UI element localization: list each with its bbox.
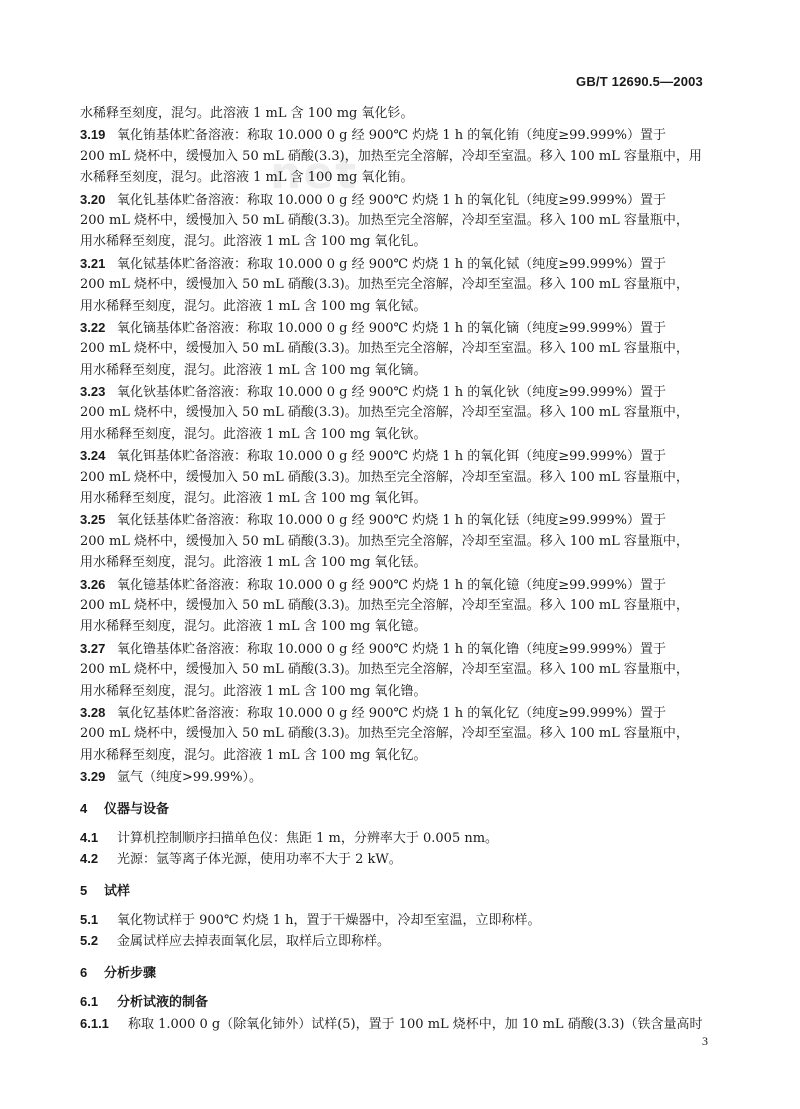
section-6-1-heading: 6.1 分析试液的制备 bbox=[80, 994, 209, 1011]
clause-number: 3.28 bbox=[80, 704, 106, 720]
clause-3-29: 3.29 氩气（纯度>99.99%）。 bbox=[80, 766, 714, 787]
clause-3-21: 3.21 氧化铽基体贮备溶液：称取 10.000 0 g 经 900℃ 灼烧 1 h 的氧化铽（纯度≥99.999%）置于 bbox=[80, 253, 714, 274]
section-5-heading: 5 试样 bbox=[80, 882, 131, 899]
clause-number: 3.20 bbox=[80, 191, 106, 207]
text-line: 用水稀释至刻度，混匀。此溶液 1 mL 含 100 mg 氧化钬。 bbox=[80, 426, 427, 442]
text-line: 用水稀释至刻度，混匀。此溶液 1 mL 含 100 mg 氧化镱。 bbox=[80, 619, 427, 635]
clause-3-23: 3.23 氧化钬基体贮备溶液：称取 10.000 0 g 经 900℃ 灼烧 1 h 的氧化钬（纯度≥99.999%）置于 bbox=[80, 381, 714, 402]
clause-number: 3.19 bbox=[80, 127, 106, 143]
clause-3-22: 3.22 氧化镝基体贮备溶液：称取 10.000 0 g 经 900℃ 灼烧 1 h 的氧化镝（纯度≥99.999%）置于 bbox=[80, 317, 714, 338]
text-line: 水稀释至刻度，混匀。此溶液 1 mL 含 100 mg 氧化钐。 bbox=[80, 106, 414, 121]
section-6-heading: 6 分析步骤 bbox=[80, 964, 157, 981]
clause-3-28: 3.28 氧化钇基体贮备溶液：称取 10.000 0 g 经 900℃ 灼烧 1 h 的氧化钇（纯度≥99.999%）置于 bbox=[80, 702, 714, 723]
text-line: 用水稀释至刻度，混匀。此溶液 1 mL 含 100 mg 氧化钇。 bbox=[80, 747, 427, 763]
text-line: 水稀释至刻度，混匀。此溶液 1 mL 含 100 mg 氧化铕。 bbox=[80, 170, 414, 186]
section-4-heading: 4 仪器与设备 bbox=[80, 800, 170, 817]
clause-4-2: 4.2 光源：氩等离子体光源，使用功率不大于 2 kW。 bbox=[80, 851, 402, 868]
clause-4-1: 4.1 计算机控制顺序扫描单色仪：焦距 1 m，分辨率大于 0.005 nm。 bbox=[80, 829, 499, 846]
text-line: 用水稀释至刻度，混匀。此溶液 1 mL 含 100 mg 氧化铒。 bbox=[80, 491, 427, 507]
clause-3-26: 3.26 氧化镱基体贮备溶液：称取 10.000 0 g 经 900℃ 灼烧 1 h 的氧化镱（纯度≥99.999%）置于 bbox=[80, 574, 714, 595]
text-line: 200 mL 烧杯中，缓慢加入 50 mL 硝酸(3.3)。加热至完全溶解，冷却至室温。移入 100 mL 容量瓶中， bbox=[80, 212, 689, 228]
text-line: 用水稀释至刻度，混匀。此溶液 1 mL 含 100 mg 氧化钆。 bbox=[80, 234, 427, 250]
clause-5-2: 5.2 金属试样应去掉表面氧化层，取样后立即称样。 bbox=[80, 933, 391, 950]
text-line: 200 mL 烧杯中，缓慢加入 50 mL 硝酸(3.3)，加热至完全溶解，冷却至室温。移入 100 mL 容量瓶中，用 bbox=[80, 148, 702, 164]
clause-number: 3.21 bbox=[80, 255, 106, 271]
clause-3-24: 3.24 氧化铒基体贮备溶液：称取 10.000 0 g 经 900℃ 灼烧 1 h 的氧化铒（纯度≥99.999%）置于 bbox=[80, 445, 714, 466]
text-line: 用水稀释至刻度，混匀。此溶液 1 mL 含 100 mg 氧化铽。 bbox=[80, 298, 427, 314]
clause-3-19: 3.19 氧化铕基体贮备溶液：称取 10.000 0 g 经 900℃ 灼烧 1 h 的氧化铕（纯度≥99.999%）置于 bbox=[80, 124, 714, 145]
clause-3-25: 3.25 氧化铥基体贮备溶液：称取 10.000 0 g 经 900℃ 灼烧 1 h 的氧化铥（纯度≥99.999%）置于 bbox=[80, 509, 714, 530]
text-line: 用水稀释至刻度，混匀。此溶液 1 mL 含 100 mg 氧化铥。 bbox=[80, 555, 427, 571]
text-line: 200 mL 烧杯中，缓慢加入 50 mL 硝酸(3.3)。加热至完全溶解，冷却至室温。移入 100 mL 容量瓶中， bbox=[80, 405, 689, 421]
clause-number: 3.25 bbox=[80, 512, 106, 528]
text-line: 200 mL 烧杯中，缓慢加入 50 mL 硝酸(3.3)。加热至完全溶解，冷却至室温。移入 100 mL 容量瓶中， bbox=[80, 726, 689, 742]
clause-number: 3.26 bbox=[80, 576, 106, 592]
text-line: 用水稀释至刻度，混匀。此溶液 1 mL 含 100 mg 氧化镥。 bbox=[80, 683, 427, 699]
clause-3-27: 3.27 氧化镥基体贮备溶液：称取 10.000 0 g 经 900℃ 灼烧 1 h 的氧化镥（纯度≥99.999%）置于 bbox=[80, 638, 714, 659]
page-number: 3 bbox=[702, 1034, 708, 1048]
clause-number: 3.29 bbox=[80, 769, 106, 785]
document-body bbox=[80, 103, 714, 1034]
text-line: 200 mL 烧杯中，缓慢加入 50 mL 硝酸(3.3)。加热至完全溶解，冷却至室温。移入 100 mL 容量瓶中， bbox=[80, 662, 689, 678]
clause-number: 3.23 bbox=[80, 384, 106, 400]
watermark: net bbox=[270, 148, 359, 199]
clause-3-20: 3.20 氧化钆基体贮备溶液：称取 10.000 0 g 经 900℃ 灼烧 1 h 的氧化钆（纯度≥99.999%）置于 bbox=[80, 189, 714, 210]
text-line: 200 mL 烧杯中，缓慢加入 50 mL 硝酸(3.3)。加热至完全溶解，冷却至室温。移入 100 mL 容量瓶中， bbox=[80, 533, 689, 549]
clause-5-1: 5.1 氧化物试样于 900℃ 灼烧 1 h，置于干燥器中，冷却至室温，立即称样。 bbox=[80, 912, 541, 929]
text-line: 用水稀释至刻度，混匀。此溶液 1 mL 含 100 mg 氧化镝。 bbox=[80, 362, 427, 378]
text-line: 200 mL 烧杯中，缓慢加入 50 mL 硝酸(3.3)。加热至完全溶解，冷却至室温。移入 100 mL 容量瓶中， bbox=[80, 469, 689, 485]
standard-code-header: GB/T 12690.5—2003 bbox=[576, 74, 703, 89]
text-line: 200 mL 烧杯中，缓慢加入 50 mL 硝酸(3.3)。加热至完全溶解，冷却至室温。移入 100 mL 容量瓶中， bbox=[80, 341, 689, 357]
clause-6-1-1: 6.1.1 称取 1.000 0 g（除氧化铈外）试样(5)，置于 100 mL 烧杯中，加 10 mL 硝酸(3.3)（铁含量高时 bbox=[80, 1015, 703, 1032]
clause-number: 3.22 bbox=[80, 319, 106, 335]
clause-number: 3.27 bbox=[80, 640, 106, 656]
text-line: 200 mL 烧杯中，缓慢加入 50 mL 硝酸(3.3)。加热至完全溶解，冷却至室温。移入 100 mL 容量瓶中， bbox=[80, 597, 689, 613]
clause-number: 3.24 bbox=[80, 448, 106, 464]
text-line: 200 mL 烧杯中，缓慢加入 50 mL 硝酸(3.3)。加热至完全溶解，冷却至室温。移入 100 mL 容量瓶中， bbox=[80, 277, 689, 293]
